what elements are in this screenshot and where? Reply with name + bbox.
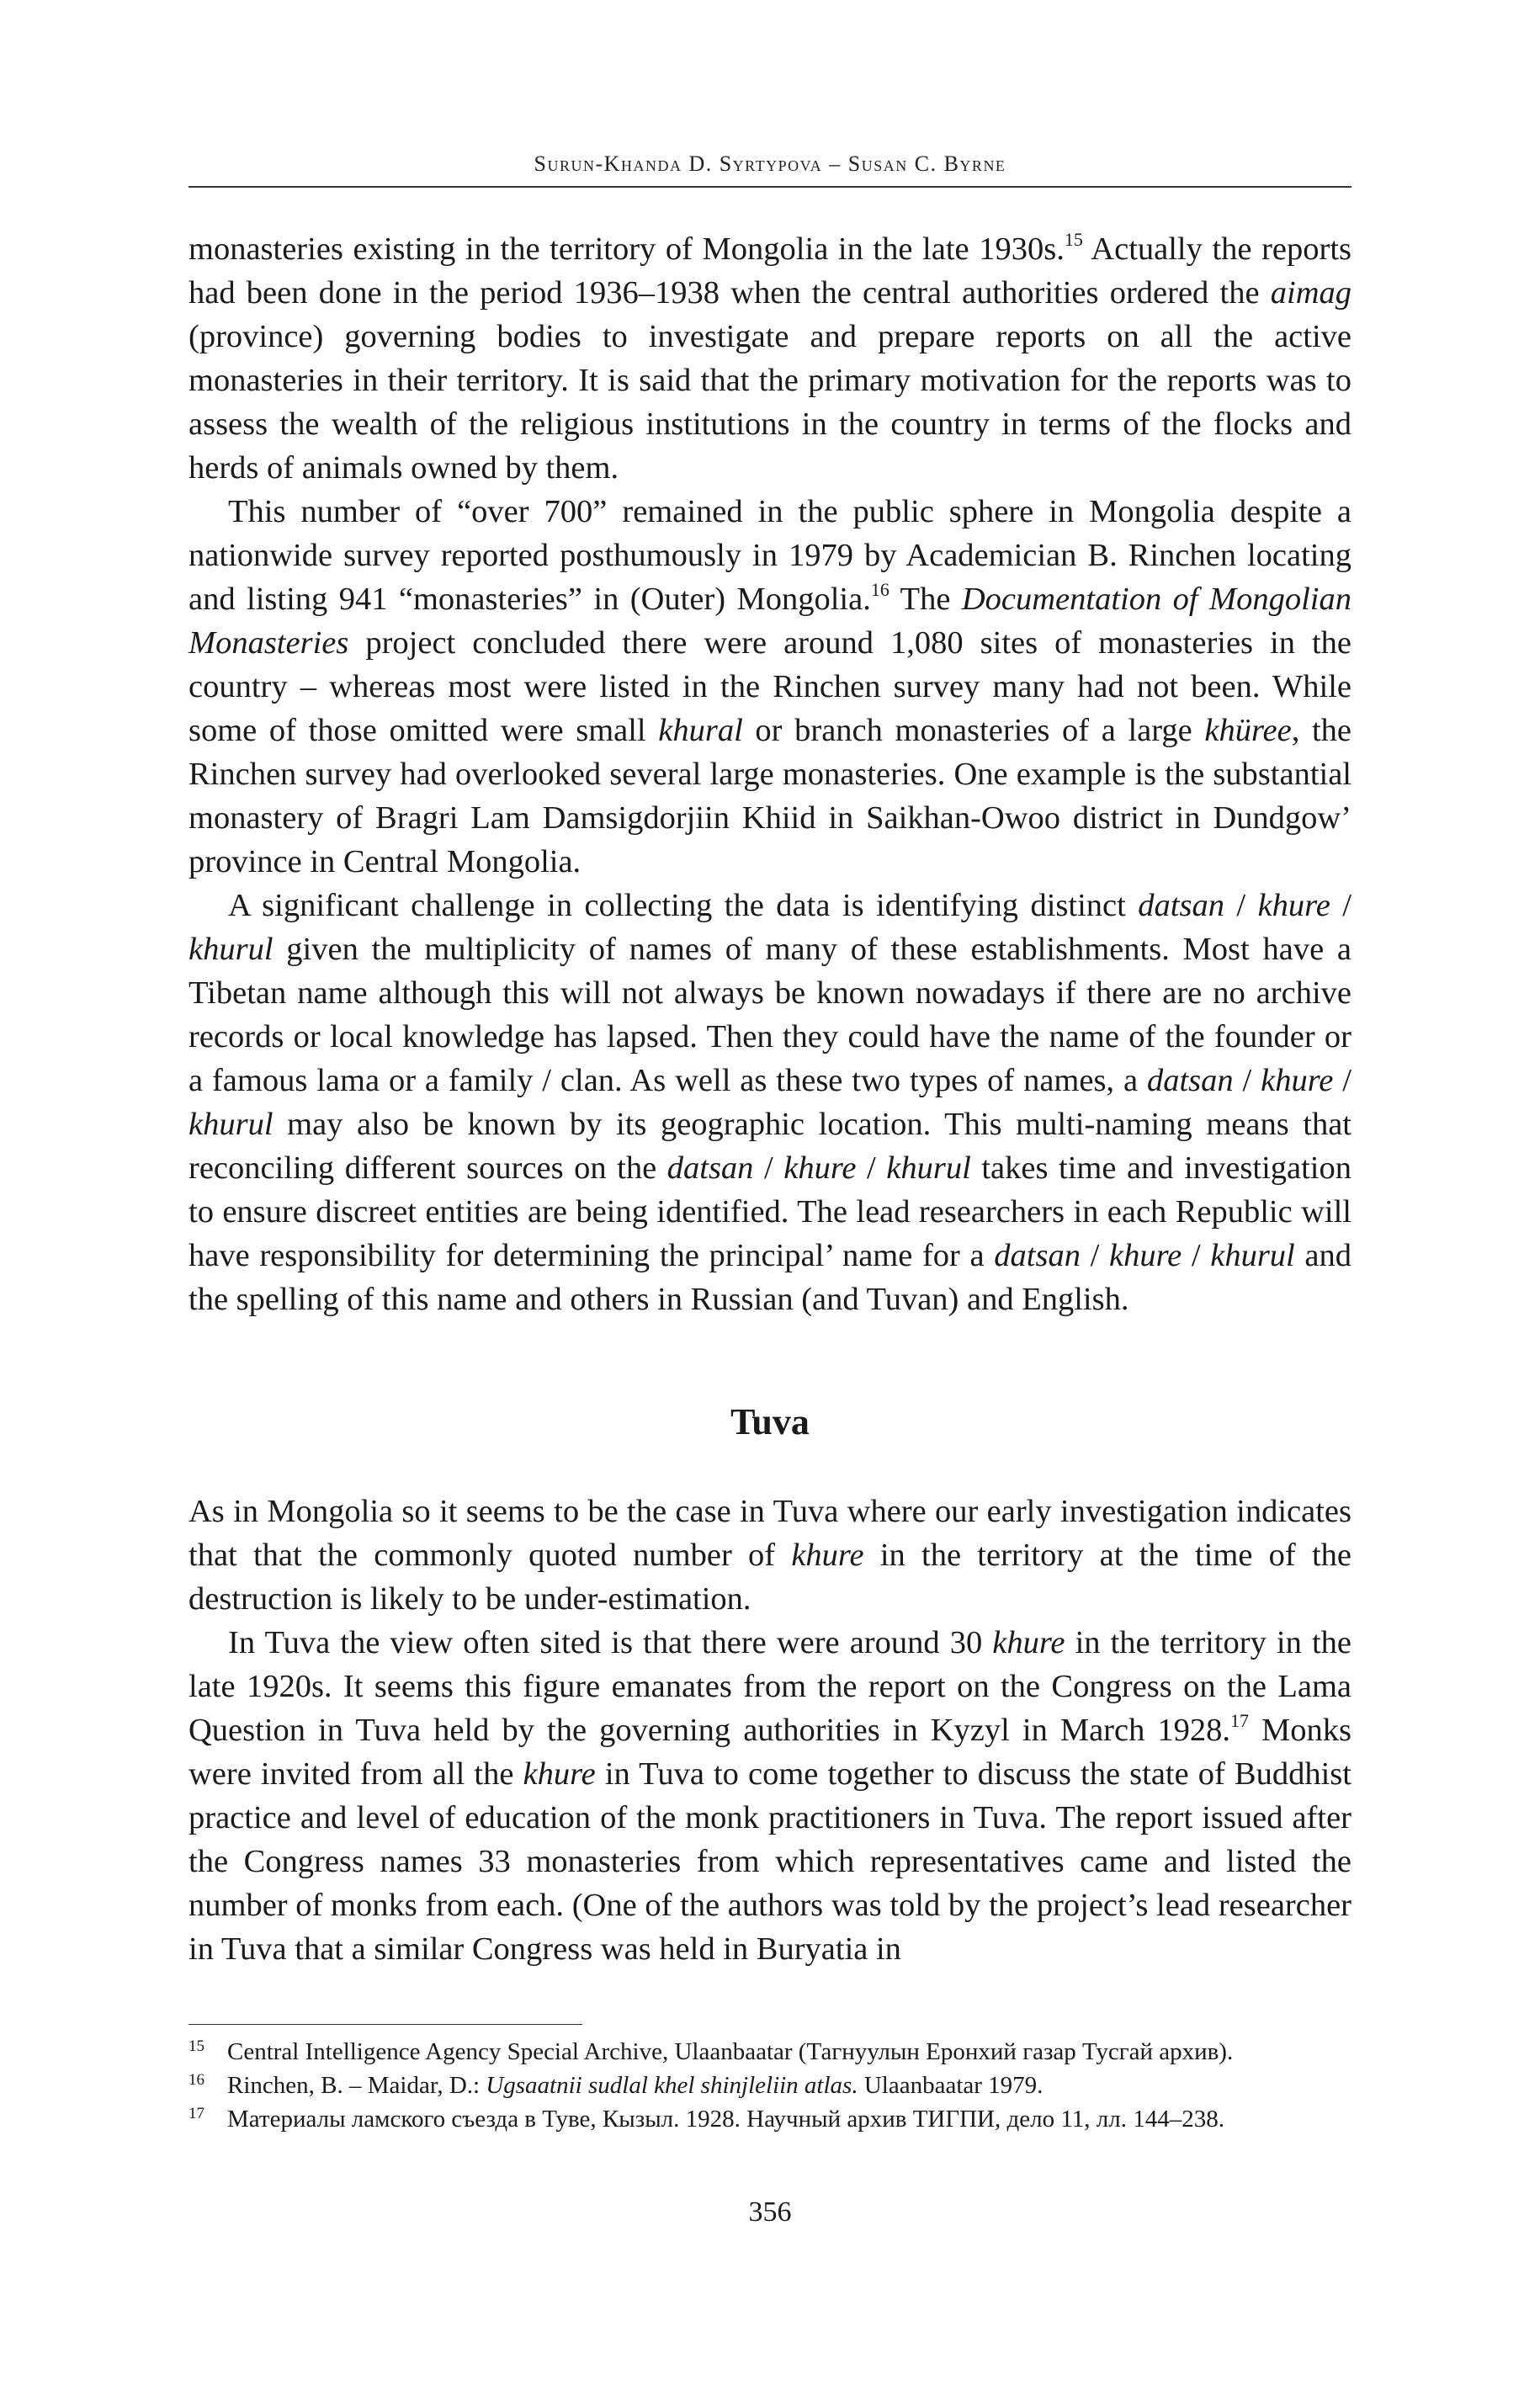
italic-term: khure [791,1538,864,1573]
text-run: / [1233,1063,1261,1098]
text-run: / [1330,888,1351,923]
italic-term: khure [1108,1238,1182,1273]
body-text-lower [189,1490,1351,1971]
text-run: Actually the reports had been done in the period 1936–1938 when the central authorities ordered the [189,231,1352,311]
italic-term: khurul [189,1107,273,1142]
footnote-ref-15[interactable]: 15 [1064,229,1083,250]
footnote-number: 17 [189,2105,204,2122]
text-run: / [753,1150,784,1186]
paragraph-5 [189,1621,1351,1971]
italic-term: datsan [1146,1063,1234,1098]
text-run: monasteries existing in the territory of Mongolia in the late 1930s. [189,231,1065,267]
text-run: As in Mongolia so it seems to be the case in Tuva where our early investigation indicates that that the commonly quoted number of [189,1494,1351,1573]
italic-term: datsan [994,1238,1081,1273]
section-heading: Tuva [730,1401,810,1442]
text-run: The [889,582,962,617]
text-run: In Tuva the view often sited is that there were around 30 [228,1625,993,1660]
text-run: / [1182,1238,1211,1273]
paragraph-4 [189,1490,1351,1621]
running-head: Surun-Khanda D. Syrtypova – Susan C. Byrne [534,151,1006,176]
text-run: and the spelling of this name and others in Russian (and Tuvan) and English. [189,1238,1352,1317]
footnotes [189,2035,1351,2136]
footnote-17 [189,2102,1351,2136]
italic-term: khure [1261,1063,1334,1098]
footnote-16 [189,2069,1351,2102]
footnote-ref-17[interactable]: 17 [1230,1710,1249,1731]
text-run: A significant challenge in collecting the data is identifying distinct [228,888,1139,923]
page-number: 356 [748,2196,792,2228]
paragraph-2 [189,490,1351,884]
text-run: / [1080,1238,1109,1273]
text-run: in Tuva to come together to discuss the state of Buddhist practice and level of education of the monk practitioners in Tuva. The report issued after the Congress names 33 monasteries from which representatives came and listed the number of monks from each. (One of the authors was told by the project’s lead researcher in Tuva that a similar Congress was held in Buryatia in [189,1756,1351,1967]
text-run: / [856,1150,887,1186]
text-run: in the territory in the late 1920s. It seems this figure emanates from the report on the Congress on the Lama Question in Tuva held by the governing authorities in Kyzyl in March 1928. [189,1625,1351,1748]
paragraph-1 [189,227,1351,490]
text-run: / [1333,1063,1351,1098]
text-run: may also be known by its geographic location. This multi-naming means that reconciling different sources on the [189,1107,1351,1186]
italic-term: datsan [1138,888,1224,923]
italic-term: khure [523,1756,596,1792]
italic-term: khure [783,1150,857,1186]
text-run: / [1224,888,1258,923]
paragraph-3 [189,884,1351,1321]
footnote-rule [189,2024,582,2025]
text-run: (province) governing bodies to investigate and prepare reports on all the active monasteries in their territory. It is said that the primary motivation for the reports was to assess the wealth of the religious institutions in the country in terms of the flocks and herds of animals owned by them. [189,319,1351,486]
italic-term: datsan [666,1150,754,1186]
text-run: Monks were invited from all the [189,1713,1352,1792]
italic-term: khurul [886,1150,971,1186]
italic-term: khure [992,1625,1065,1660]
italic-term: aimag [1270,275,1351,311]
footnote-number: 15 [189,2037,204,2055]
footnote-15 [189,2035,1351,2069]
text-run: in the territory at the time of the destruction is likely to be under-estimation. [189,1538,1351,1617]
italic-term: khure [1257,888,1330,923]
text-run: This number of “over 700” remained in the public sphere in Mongolia despite a nationwide survey reported posthumously in 1979 by Academician B. Rinchen locating and listing 941 “monasteries” in (Outer) Mongolia. [189,494,1351,617]
text-run: project concluded there were around 1,080 sites of monasteries in the country – whereas most were listed in the Rinchen survey many had not been. While some of those omitted were small [189,625,1351,748]
text-run: given the multiplicity of names of many of these establishments. Most have a Tibetan name although this will not always be known nowadays if there are no archive records or local knowledge has lapsed. Then they could have the name of the founder or a famous lama or a family / clan. As well as these two types of names, a [189,932,1351,1098]
italic-term: khurul [1210,1238,1295,1273]
text-run: takes time and investigation to ensure discreet entities are being identified. The lead researchers in each Republic will have responsibility for determining the principal’ name for a [189,1150,1351,1273]
italic-term: khurul [189,932,273,967]
footnote-number: 16 [189,2071,204,2089]
text-run: or branch monasteries of a large [742,713,1205,748]
body-text-upper [189,227,1351,1321]
footnote-text: Central Intelligence Agency Special Archive, Ulaanbaatar (Тагнуулын Еронхий газар Тусгай архив). [227,2038,1234,2065]
footnote-text: Rinchen, B. – Maidar, D.: [227,2072,486,2099]
footnote-ref-16[interactable]: 16 [870,579,889,600]
italic-term: khüree [1204,713,1292,748]
footnote-italic-title: Ugsaatnii sudlal khel shinjleliin atlas. [486,2072,858,2099]
footnote-text: Материалы ламского съезда в Туве, Кызыл. 1928. Научный архив ТИГПИ, дело 11, лл. 144–238. [227,2106,1224,2133]
header-rule [189,186,1351,188]
footnote-text: Ulaanbaatar 1979. [858,2072,1043,2099]
italic-term: khural [658,713,743,748]
italic-title: Documentation of Mongolian Monasteries [189,582,1351,661]
text-run: , the Rinchen survey had overlooked several large monasteries. One example is the substantial monastery of Bragri Lam Damsigdorjiin Khiid in Saikhan-Owoo district in Dundgow’ province in Central Mongolia. [189,713,1351,879]
